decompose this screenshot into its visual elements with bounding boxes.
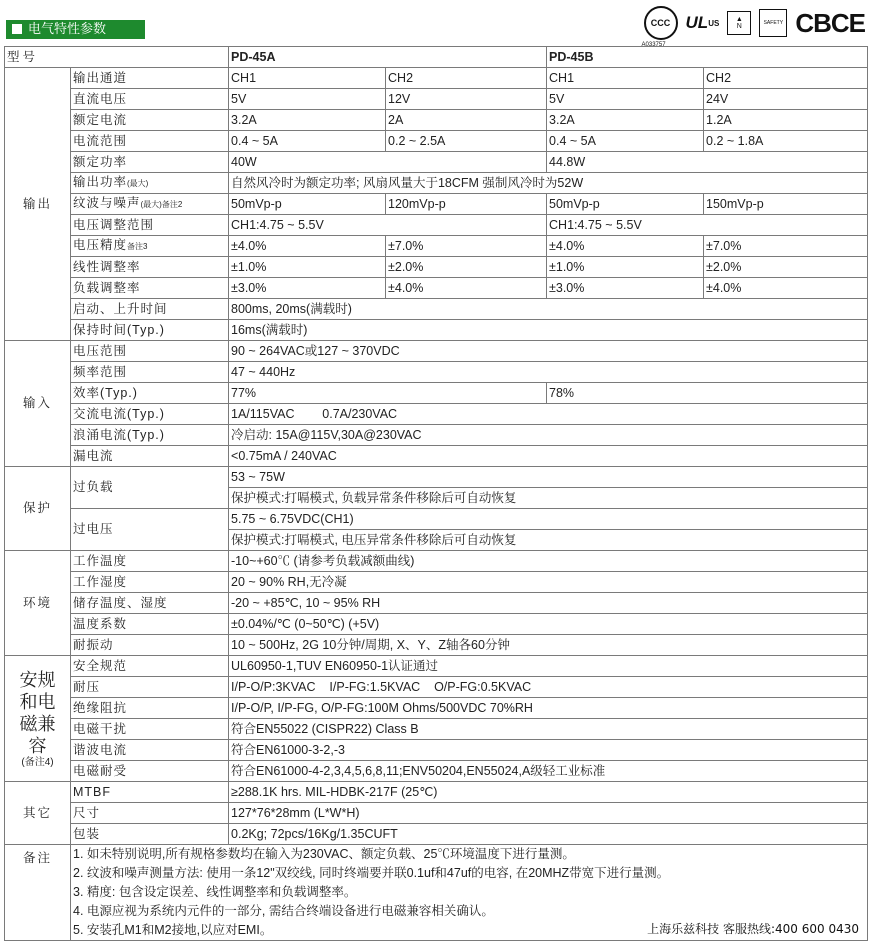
row-label: 安全规范 [71, 656, 229, 677]
row-label: 耐压 [71, 677, 229, 698]
cell: 1.2A [704, 110, 868, 131]
note-item: 2. 纹波和噪声测量方法: 使用一条12"双绞线, 同时终端要并联0.1uf和47uf的电容, 在20MHZ带宽下进行量测。 [73, 866, 670, 880]
cell: 40W [229, 152, 547, 173]
row-label: 直流电压 [71, 89, 229, 110]
table-row [5, 362, 868, 383]
row-label: 温度系数 [71, 614, 229, 635]
cell: ±2.0% [704, 257, 868, 278]
cell: ±4.0% [386, 278, 547, 299]
table-row [5, 803, 868, 824]
cell: 2A [386, 110, 547, 131]
cell: -20 ~ +85℃, 10 ~ 95% RH [229, 593, 868, 614]
row-label: 工作湿度 [71, 572, 229, 593]
row-label: 输出功率(最大) [71, 173, 229, 194]
table-row [5, 194, 868, 215]
table-row [5, 551, 868, 572]
cell: 16ms(满载时) [229, 320, 868, 341]
cell: 120mVp-p [386, 194, 547, 215]
cell: 20 ~ 90% RH,无冷凝 [229, 572, 868, 593]
cell: ±4.0% [229, 236, 386, 257]
table-row [5, 677, 868, 698]
table-row [5, 446, 868, 467]
note-item: 3. 精度: 包含设定误差、线性调整率和负载调整率。 [73, 885, 357, 899]
table-row [5, 719, 868, 740]
table-row [5, 614, 868, 635]
row-label: 尺寸 [71, 803, 229, 824]
cell: <0.75mA / 240VAC [229, 446, 868, 467]
cell: 5.75 ~ 6.75VDC(CH1) [229, 509, 868, 530]
cell: 冷启动: 15A@115V,30A@230VAC [229, 425, 868, 446]
row-label: 效率(Typ.) [71, 383, 229, 404]
cell: 50mVp-p [229, 194, 386, 215]
row-label: 电流范围 [71, 131, 229, 152]
row-label: MTBF [71, 782, 229, 803]
cell: 5V [229, 89, 386, 110]
cell: 53 ~ 75W [229, 467, 868, 488]
tuv-logo-icon: ▲ N [727, 11, 751, 35]
ccc-logo-icon: CCC A033757 [644, 6, 678, 40]
note-item: 4. 电源应视为系统内元件的一部分, 需结合终端设备进行电磁兼容相关确认。 [73, 904, 494, 918]
cell: 1A/115VAC 0.7A/230VAC [229, 404, 868, 425]
cell: 0.4 ~ 5A [547, 131, 704, 152]
cell: ±4.0% [704, 278, 868, 299]
row-label: 线性调整率 [71, 257, 229, 278]
table-row [5, 320, 868, 341]
row-label: 额定功率 [71, 152, 229, 173]
table-row [5, 110, 868, 131]
row-label: 谐波电流 [71, 740, 229, 761]
cell: CH1 [229, 68, 386, 89]
group-safety: 安规和电磁兼容 (备注4) [5, 656, 71, 782]
row-label: 输出通道 [71, 68, 229, 89]
cb-ce-logo-icon: CBCE [795, 7, 865, 38]
cell: UL60950-1,TUV EN60950-1认证通过 [229, 656, 868, 677]
cell: 47 ~ 440Hz [229, 362, 868, 383]
type-label: 型号 [5, 47, 229, 68]
cell: 800ms, 20ms(满载时) [229, 299, 868, 320]
table-row [5, 68, 868, 89]
group-other: 其它 [5, 782, 71, 845]
cell: 5V [547, 89, 704, 110]
cell: CH2 [704, 68, 868, 89]
row-label: 交流电流(Typ.) [71, 404, 229, 425]
certification-logos [641, 6, 865, 48]
model-a: PD-45A [229, 47, 547, 68]
cell: ±0.04%/℃ (0~50℃) (+5V) [229, 614, 868, 635]
section-banner [6, 20, 145, 39]
note-item: 5. 安装孔M1和M2接地,以应对EMI。 [73, 923, 273, 937]
cell: CH2 [386, 68, 547, 89]
cell: 78% [547, 383, 868, 404]
table-row [5, 383, 868, 404]
table-row [5, 257, 868, 278]
group-input: 输入 [5, 341, 71, 467]
table-row [5, 656, 868, 677]
row-label: 启动、上升时间 [71, 299, 229, 320]
row-label: 包装 [71, 824, 229, 845]
table-row [5, 467, 868, 488]
cell: 127*76*28mm (L*W*H) [229, 803, 868, 824]
group-env: 环境 [5, 551, 71, 656]
cell: ±1.0% [547, 257, 704, 278]
row-label: 电压调整范围 [71, 215, 229, 236]
table-row [5, 47, 868, 68]
cell: ±4.0% [547, 236, 704, 257]
table-row [5, 173, 868, 194]
table-row [5, 404, 868, 425]
cell: 0.2 ~ 2.5A [386, 131, 547, 152]
row-label: 额定电流 [71, 110, 229, 131]
cell: I/P-O/P:3KVAC I/P-FG:1.5KVAC O/P-FG:0.5KVAC [229, 677, 868, 698]
table-row [5, 782, 868, 803]
table-row [5, 278, 868, 299]
cell: ≥288.1K hrs. MIL-HDBK-217F (25℃) [229, 782, 868, 803]
row-label: 过电压 [71, 509, 229, 551]
cell: CH1:4.75 ~ 5.5V [229, 215, 547, 236]
table-row [5, 593, 868, 614]
row-label: 纹波与噪声(最大)备注2 [71, 194, 229, 215]
table-row [5, 698, 868, 719]
cell: 150mVp-p [704, 194, 868, 215]
cell: 10 ~ 500Hz, 2G 10分钟/周期, X、Y、Z轴各60分钟 [229, 635, 868, 656]
cell: 自然风冷时为额定功率; 风扇风量大于18CFM 强制风冷时为52W [229, 173, 868, 194]
cell: ±7.0% [704, 236, 868, 257]
row-label: 电压范围 [71, 341, 229, 362]
safety-approval-logo-icon: SAFETY [759, 9, 787, 37]
row-label: 耐振动 [71, 635, 229, 656]
row-label: 绝缘阻抗 [71, 698, 229, 719]
table-row [5, 509, 868, 530]
table-row [5, 299, 868, 320]
cell: CH1 [547, 68, 704, 89]
cell: 符合EN61000-3-2,-3 [229, 740, 868, 761]
cell: ±2.0% [386, 257, 547, 278]
table-row [5, 761, 868, 782]
cell: ±3.0% [229, 278, 386, 299]
cell: 保护模式:打嗝模式, 负载异常条件移除后可自动恢复 [229, 488, 868, 509]
row-label: 电压精度备注3 [71, 236, 229, 257]
row-label: 频率范围 [71, 362, 229, 383]
cell: 0.4 ~ 5A [229, 131, 386, 152]
model-b: PD-45B [547, 47, 868, 68]
header [0, 0, 871, 48]
row-label: 保持时间(Typ.) [71, 320, 229, 341]
row-label: 储存温度、湿度 [71, 593, 229, 614]
table-row [5, 215, 868, 236]
table-row [5, 341, 868, 362]
table-row [5, 152, 868, 173]
cell: 0.2Kg; 72pcs/16Kg/1.35CUFT [229, 824, 868, 845]
table-row [5, 236, 868, 257]
cell: 77% [229, 383, 547, 404]
cell: -10~+60℃ (请参考负载减额曲线) [229, 551, 868, 572]
cell: I/P-O/P, I/P-FG, O/P-FG:100M Ohms/500VDC 70%RH [229, 698, 868, 719]
cell: ±7.0% [386, 236, 547, 257]
row-label: 过负载 [71, 467, 229, 509]
cell: 50mVp-p [547, 194, 704, 215]
table-row [5, 131, 868, 152]
table-row [5, 425, 868, 446]
table-row [5, 89, 868, 110]
row-label: 电磁耐受 [71, 761, 229, 782]
row-label: 浪涌电流(Typ.) [71, 425, 229, 446]
table-row [5, 572, 868, 593]
table-row [5, 824, 868, 845]
note-item: 1. 如未特别说明,所有规格参数均在输入为230VAC、额定负载、25℃环境温度下进行量测。 [73, 847, 575, 861]
group-output: 输出 [5, 68, 71, 341]
cell: 3.2A [229, 110, 386, 131]
cell: 90 ~ 264VAC或127 ~ 370VDC [229, 341, 868, 362]
footer-contact: 上海乐兹科技 客服热线:400 600 0430 [647, 922, 859, 936]
cell: ±3.0% [547, 278, 704, 299]
cell: ±1.0% [229, 257, 386, 278]
banner-title: 电气特性参数 [28, 22, 107, 37]
cell: 符合EN61000-4-2,3,4,5,6,8,11;ENV50204,EN55024,A级轻工业标准 [229, 761, 868, 782]
cell: 0.2 ~ 1.8A [704, 131, 868, 152]
ul-logo-icon: UL US [685, 13, 720, 32]
square-icon [12, 24, 22, 34]
cell: 12V [386, 89, 547, 110]
group-protect: 保护 [5, 467, 71, 551]
row-label: 工作温度 [71, 551, 229, 572]
cell: 44.8W [547, 152, 868, 173]
cell: 24V [704, 89, 868, 110]
row-label: 漏电流 [71, 446, 229, 467]
group-notes: 备注 [5, 845, 71, 941]
cell: 保护模式:打嗝模式, 电压异常条件移除后可自动恢复 [229, 530, 868, 551]
cell: 符合EN55022 (CISPR22) Class B [229, 719, 868, 740]
spec-table [4, 46, 868, 941]
cell: CH1:4.75 ~ 5.5V [547, 215, 868, 236]
row-label: 负载调整率 [71, 278, 229, 299]
table-row [5, 635, 868, 656]
cell: 3.2A [547, 110, 704, 131]
row-label: 电磁干扰 [71, 719, 229, 740]
table-row [5, 740, 868, 761]
